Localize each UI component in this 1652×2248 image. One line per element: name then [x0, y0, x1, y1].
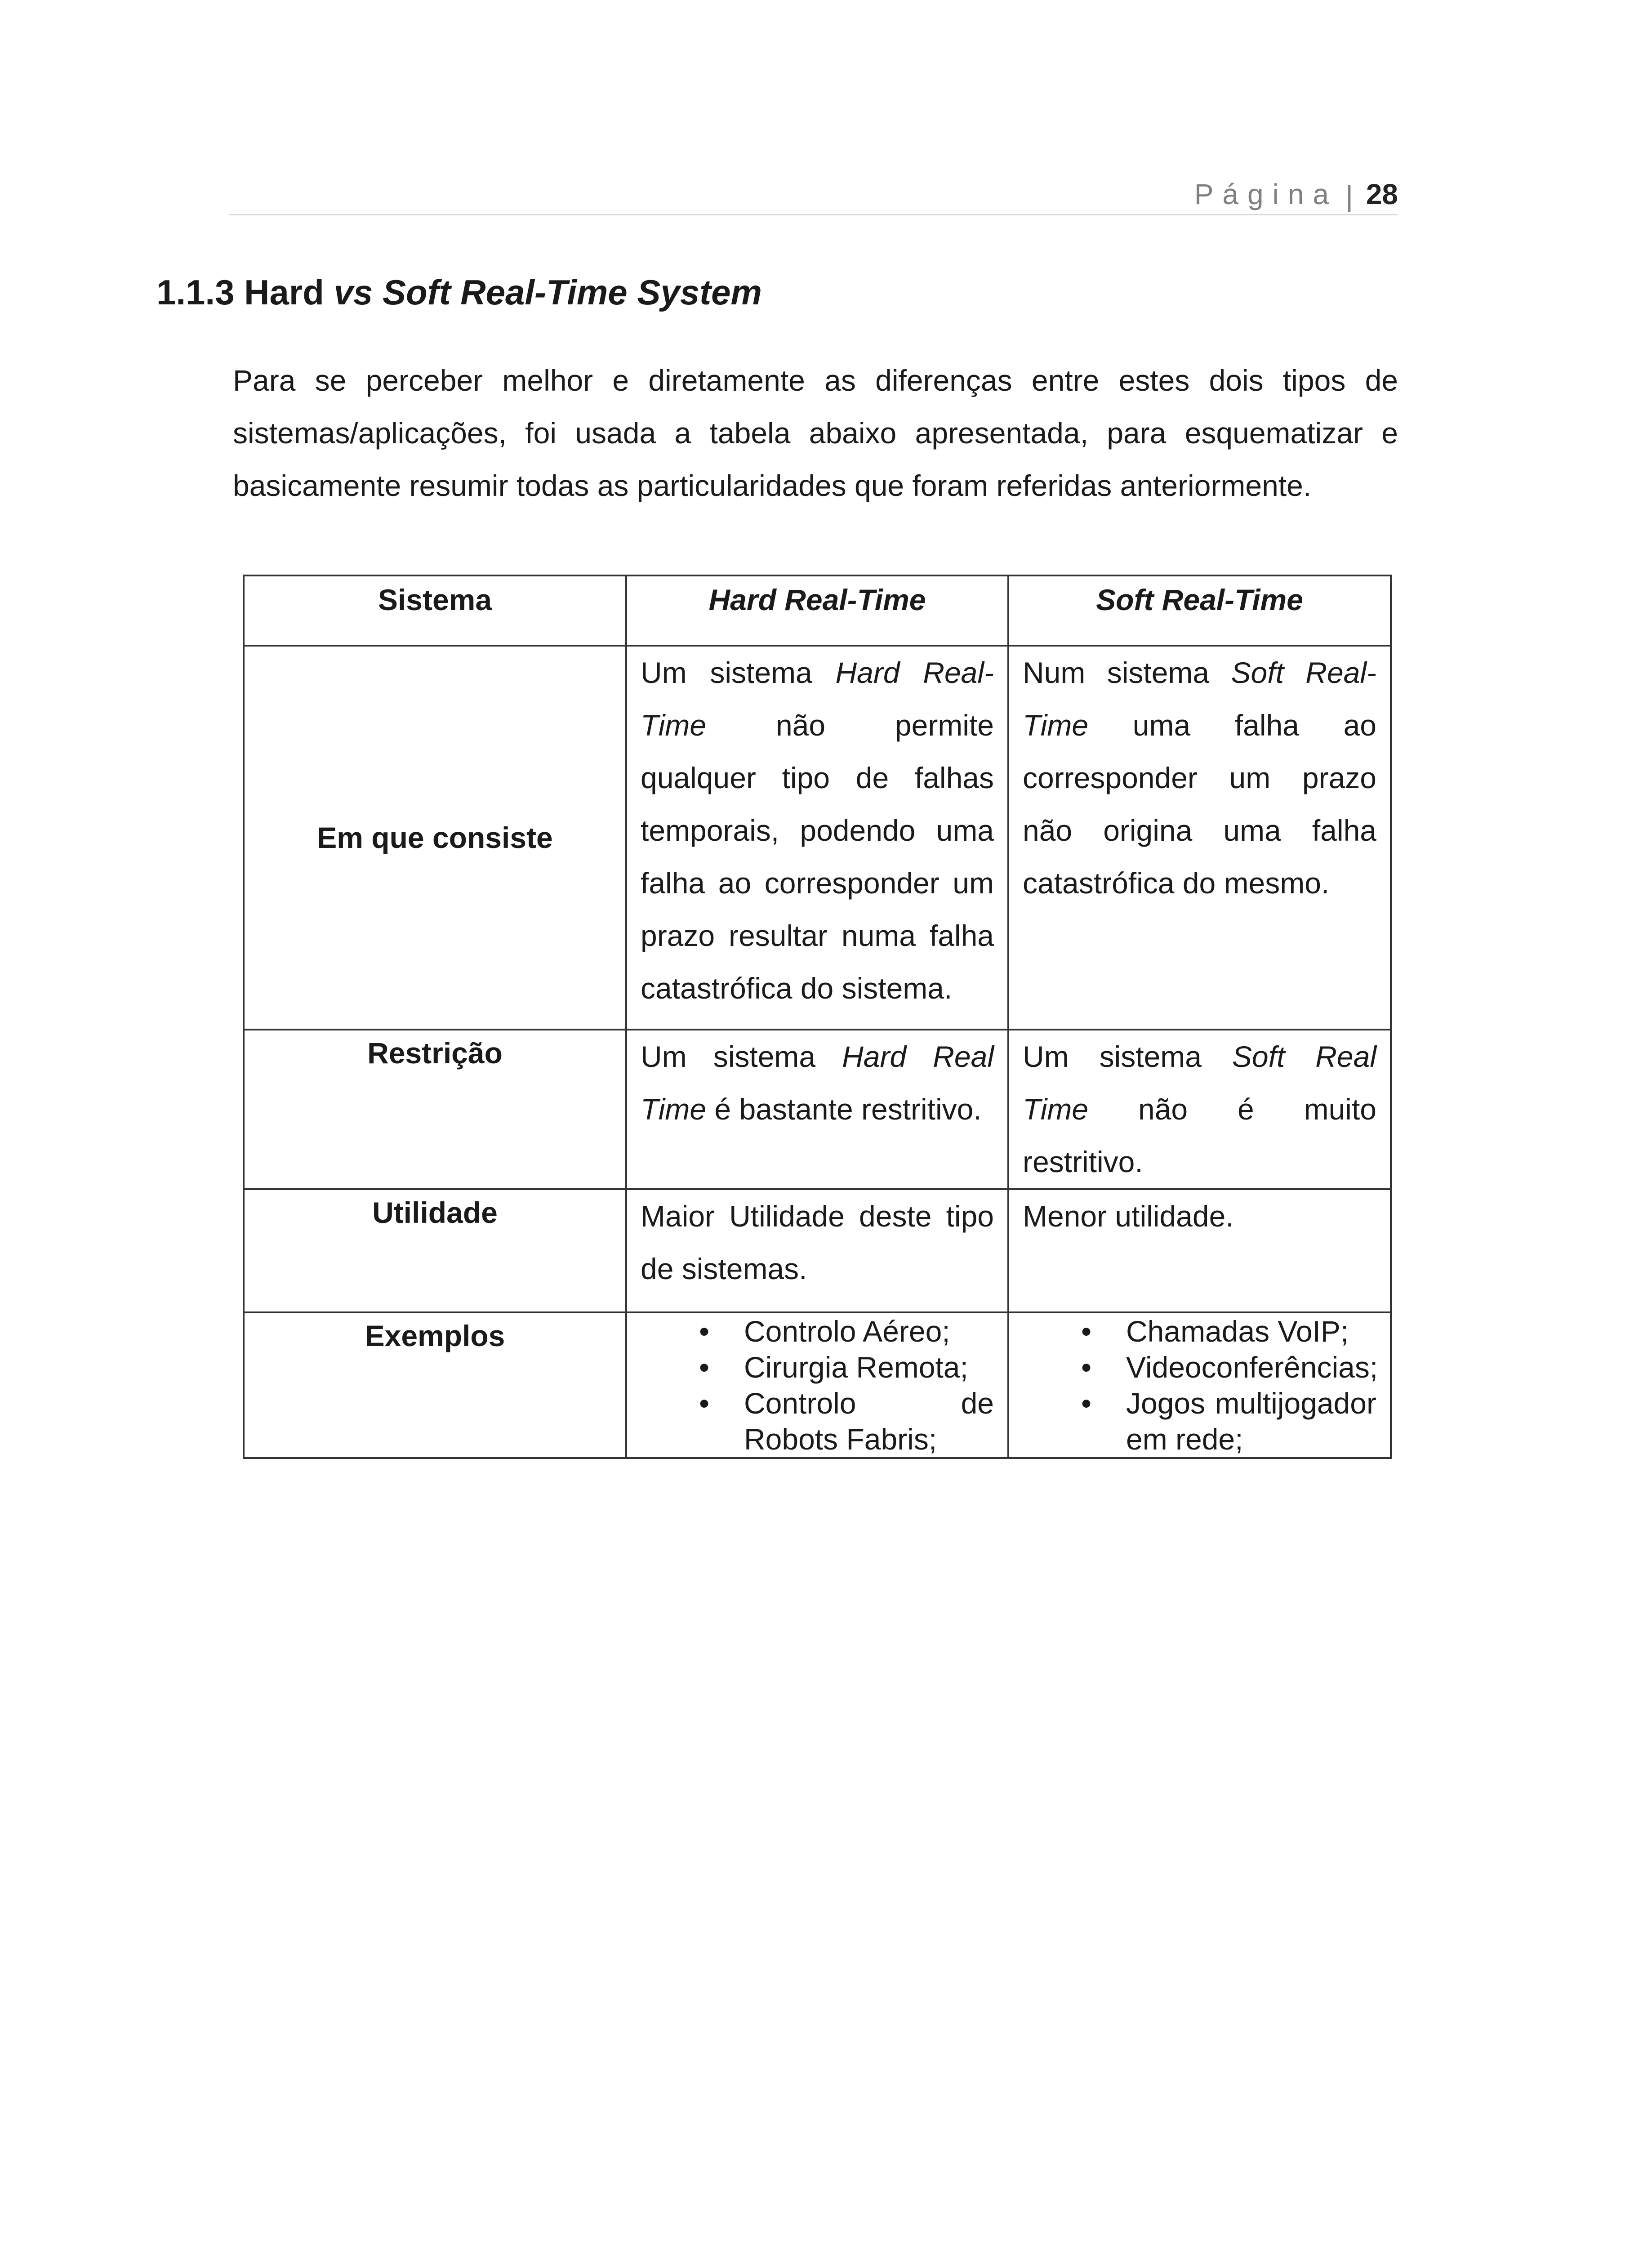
cell-text-italic: Hard Real Time: [641, 1040, 994, 1126]
cell-text-italic: Hard Real-Time: [641, 656, 994, 742]
cell-text: Um sistema: [1023, 1040, 1232, 1073]
header-sistema: Sistema: [244, 575, 626, 646]
row-label-em-que-consiste: Em que consiste: [244, 646, 626, 1030]
list-item: • Videoconferências;: [1023, 1349, 1376, 1385]
cell-text: Num sistema: [1023, 656, 1231, 689]
cell-hard-utilidade: Maior Utilidade deste tipo de sistemas.: [626, 1189, 1008, 1312]
intro-paragraph: Para se perceber melhor e diretamente as diferenças entre estes dois tipos de sistemas/aplicações, foi usada a tabela abaixo apresentada, para esquematizar e basicamente resumir todas as particularidades que foram referidas anteriormente.: [233, 364, 1398, 502]
cell-hard-exemplos: [626, 1312, 1008, 1458]
cell-text-italic: Soft Real-Time: [1023, 656, 1376, 742]
page-header: [229, 174, 1398, 215]
cell-text: não é muito restritivo.: [1023, 1093, 1376, 1178]
cell-soft-restricao: [1008, 1030, 1391, 1189]
section-heading: [156, 270, 762, 315]
list-item: • Chamadas VoIP;: [1023, 1313, 1376, 1349]
cell-soft-exemplos: [1008, 1312, 1391, 1458]
cell-text: Um sistema: [641, 656, 836, 689]
cell-text: é bastante restritivo.: [706, 1093, 982, 1126]
cell-text: uma falha ao corresponder um prazo não origina uma falha catastrófica do mesmo.: [1023, 709, 1376, 900]
section-title-soft: Soft Real-Time System: [382, 272, 762, 312]
section-title-hard: Hard: [244, 272, 324, 312]
list-item: • Controlo Aéreo;: [641, 1313, 994, 1349]
comparison-table: [243, 575, 1392, 1459]
table-row: [244, 646, 1391, 1030]
cell-text-italic: Soft Real Time: [1023, 1040, 1376, 1126]
cell-text: não permite qualquer tipo de falhas temporais, podendo uma falha ao corresponder um prazo resultar numa falha catastrófica do sistema.: [641, 709, 994, 1005]
list-item: • Cirurgia Remota;: [641, 1349, 994, 1385]
cell-soft-utilidade: Menor utilidade.: [1008, 1189, 1391, 1312]
page-label: Página: [1194, 178, 1338, 210]
page-number: 28: [1366, 178, 1398, 210]
section-number: 1.1.3: [156, 272, 235, 312]
row-label-restricao: Restrição: [244, 1030, 626, 1189]
list-item: • Jogos multijogador em rede;: [1023, 1385, 1376, 1457]
header-soft-real-time: Soft Real-Time: [1008, 575, 1391, 646]
page-separator: |: [1345, 180, 1353, 212]
table-row: [244, 1189, 1391, 1312]
row-label-utilidade: Utilidade: [244, 1189, 626, 1312]
list-item: • Controlo de Robots Fabris;: [641, 1385, 994, 1457]
table-header-row: [244, 575, 1391, 646]
section-title-vs: vs: [334, 272, 373, 312]
table-row: [244, 1312, 1391, 1458]
soft-examples-list: [1023, 1313, 1376, 1457]
cell-text: Um sistema: [641, 1040, 842, 1073]
hard-examples-list: [641, 1313, 994, 1457]
cell-hard-restricao: [626, 1030, 1008, 1189]
cell-soft-consiste: [1008, 646, 1391, 1030]
cell-hard-consiste: [626, 646, 1008, 1030]
row-label-exemplos: Exemplos: [244, 1312, 626, 1458]
table-row: [244, 1030, 1391, 1189]
header-hard-real-time: Hard Real-Time: [626, 575, 1008, 646]
